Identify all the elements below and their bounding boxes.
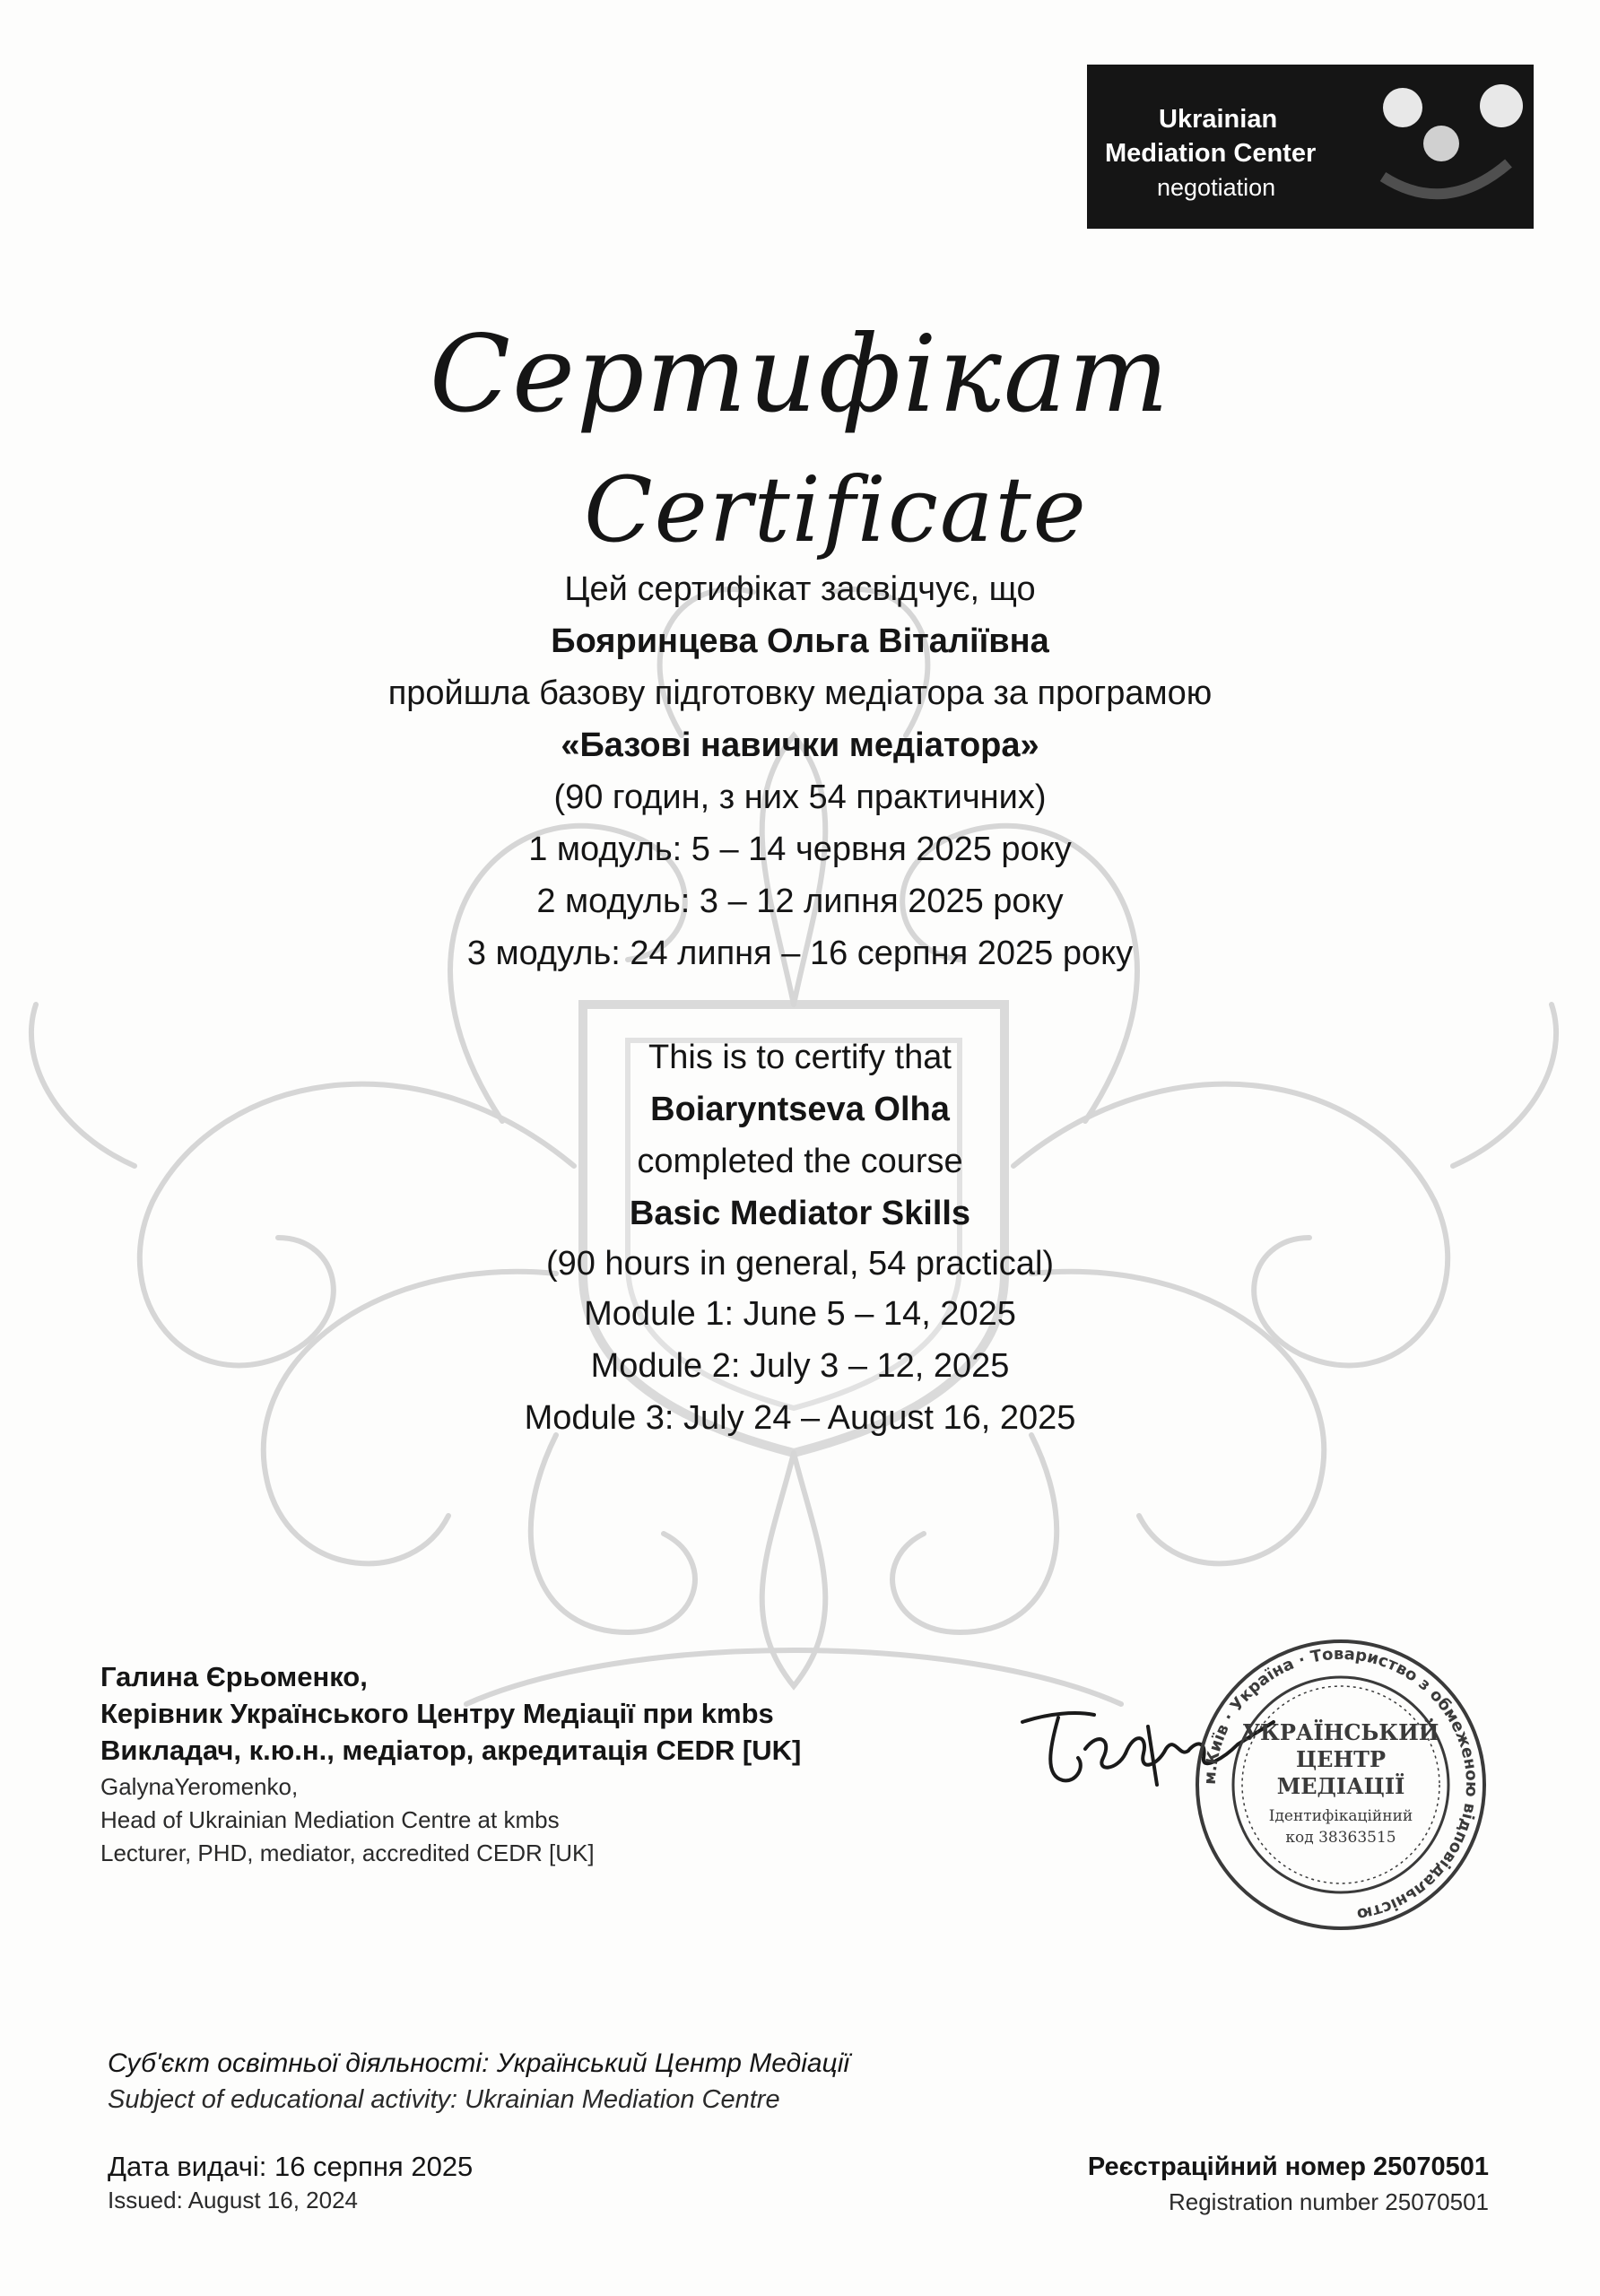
logo-line-3: negotiation: [1157, 174, 1276, 201]
ua-hours: (90 годин, з них 54 практичних): [553, 778, 1047, 816]
ua-module-1: 1 модуль: 5 – 14 червня 2025 року: [528, 831, 1072, 868]
ua-module-2: 2 модуль: 3 – 12 липня 2025 року: [536, 883, 1064, 920]
logo-line-1: Ukrainian: [1159, 105, 1278, 134]
stamp-line-2: ЦЕНТР: [1295, 1746, 1387, 1772]
en-completed-text: completed the course: [637, 1143, 963, 1180]
stamp-line-1: УКРАЇНСЬКИЙ: [1242, 1719, 1439, 1745]
title-english: Certificate: [584, 457, 1088, 562]
stamp-line-4: Ідентифікаційний: [1268, 1807, 1413, 1825]
subject-en: Subject of educational activity: Ukrainian Mediation Centre: [108, 2085, 780, 2114]
registration-number-en: Registration number 25070501: [1168, 2188, 1489, 2215]
en-recipient-name: Boiaryntseva Olha: [650, 1091, 950, 1128]
ua-completed-text: пройшла базову підготовку медіатора за програмою: [387, 674, 1213, 712]
ukrainian-mediation-center-logo: [1087, 65, 1534, 229]
logo-line-2: Mediation Center: [1105, 139, 1317, 168]
en-module-3: Module 3: July 24 – August 16, 2025: [524, 1399, 1076, 1437]
title-ukrainian: Сертифікат: [429, 312, 1171, 436]
en-program-name: Basic Mediator Skills: [629, 1195, 971, 1232]
ua-recipient-name: Бояринцева Ольга Віталіївна: [551, 622, 1049, 660]
signatory-name-ua: Галина Єрьоменко,: [100, 1661, 368, 1692]
en-intro: This is to certify that: [648, 1039, 952, 1076]
signatory-role-ua-1: Керівник Українського Центру Медіації при kmbs: [100, 1698, 774, 1729]
registration-number-ua: Реєстраційний номер 25070501: [1087, 2152, 1489, 2181]
signatory-name-en: GalynaYeromenko,: [100, 1773, 299, 1800]
ua-intro: Цей сертифікат засвідчує, що: [564, 570, 1036, 608]
signatory-role-en-2: Lecturer, PHD, mediator, accredited CEDR [UK]: [100, 1839, 595, 1866]
ua-program-name: «Базові навички медіатора»: [561, 726, 1039, 764]
signatory-role-en-1: Head of Ukrainian Mediation Centre at kmbs: [100, 1806, 560, 1833]
signatory-role-ua-2: Викладач, к.ю.н., медіатор, акредитація CEDR [UK]: [100, 1735, 802, 1766]
official-stamp: [1188, 1632, 1493, 1937]
issue-date-ua: Дата видачі: 16 серпня 2025: [108, 2151, 474, 2182]
en-hours: (90 hours in general, 54 practical): [545, 1245, 1055, 1283]
subject-ua: Суб'єкт освітньої діяльності: Український Центр Медіації: [108, 2048, 850, 2078]
ua-module-3: 3 модуль: 24 липня – 16 серпня 2025 року: [466, 935, 1134, 972]
issue-date-en: Issued: August 16, 2024: [108, 2187, 358, 2213]
stamp-line-3: МЕДІАЦІЇ: [1276, 1773, 1405, 1799]
stamp-line-5: код 38363515: [1285, 1829, 1396, 1847]
stamp-outer-text: м.Київ · Україна · Товариство з обмеженою відповідальністю: [1200, 1644, 1482, 1924]
en-module-2: Module 2: July 3 – 12, 2025: [590, 1347, 1010, 1385]
en-module-1: Module 1: June 5 – 14, 2025: [584, 1295, 1016, 1333]
